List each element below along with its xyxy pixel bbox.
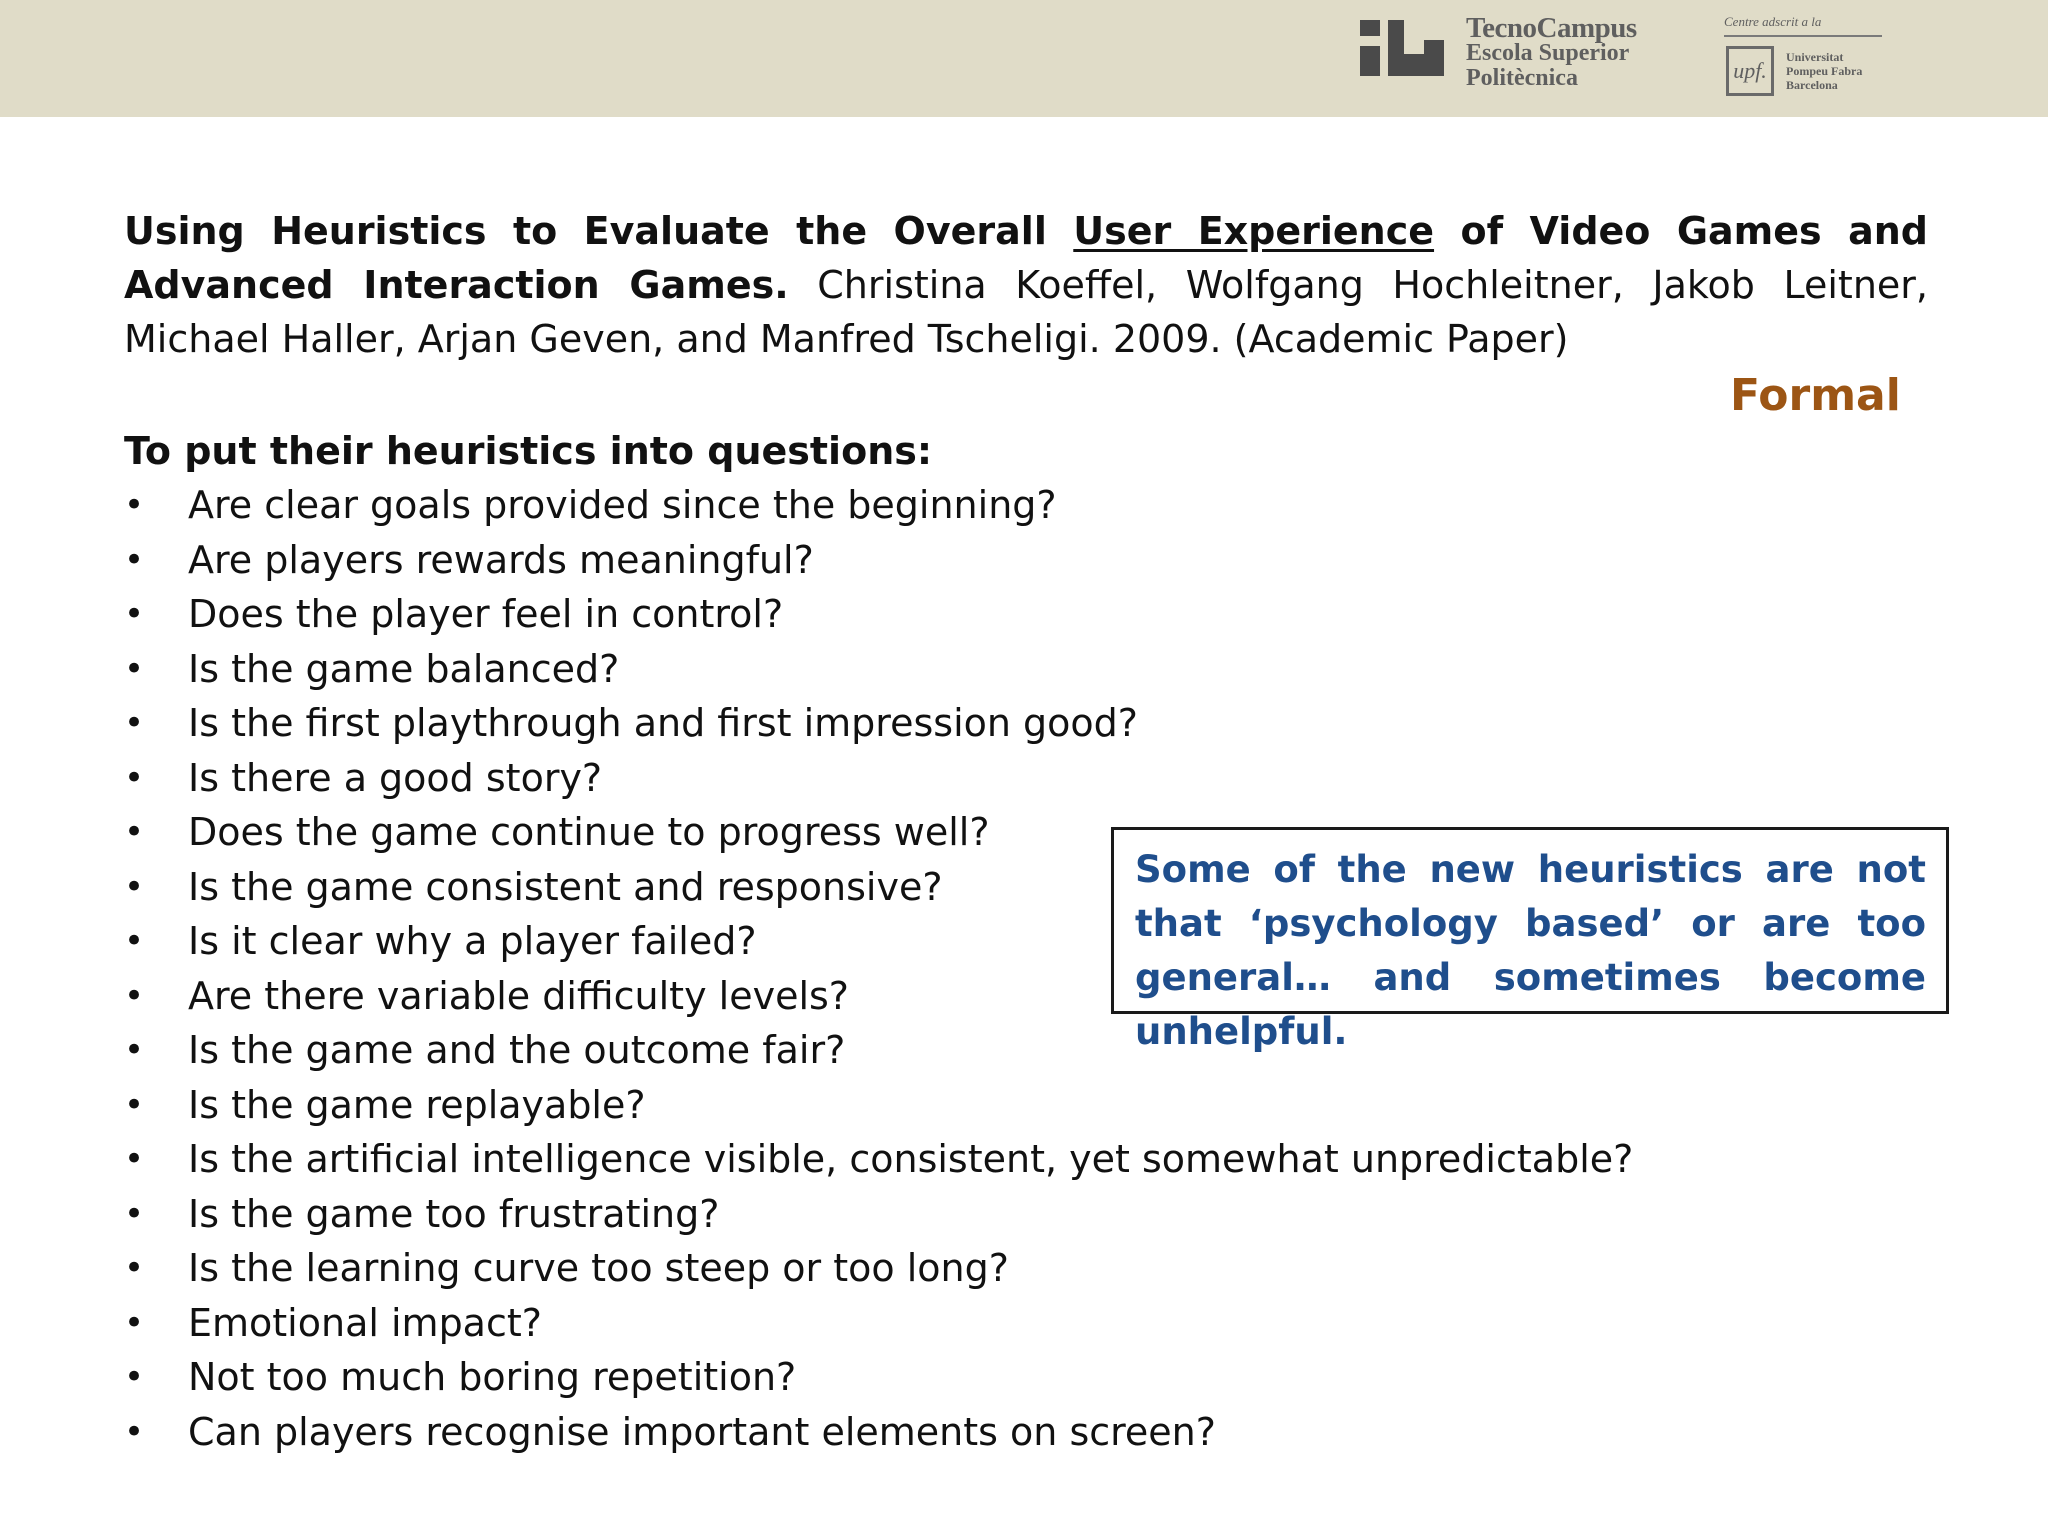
list-item <box>124 587 1633 642</box>
bullet-icon: • <box>124 485 145 525</box>
list-item-text: Is the game replayable? <box>188 1082 646 1127</box>
paper-citation <box>124 204 1928 366</box>
note-box <box>1111 827 1949 1053</box>
list-item-text: Is there a good story? <box>188 755 603 800</box>
list-item-text: Is the game and the outcome fair? <box>188 1028 846 1072</box>
bullet-icon: • <box>124 539 145 580</box>
formal-tag: Formal <box>1730 370 1901 421</box>
note-text: Some of the new heuristics are not that ‘psychology based’ or are too general… and sometimes become unhelpful. <box>1135 848 1926 1053</box>
bullet-icon: • <box>124 975 145 1016</box>
upf-divider <box>1724 35 1882 37</box>
paper-title-part2: of Video Games and Advanced Interaction Games. <box>124 209 1928 307</box>
list-item-text: Emotional impact? <box>188 1300 542 1345</box>
list-item <box>124 478 1633 533</box>
bullet-icon: • <box>124 1084 145 1125</box>
list-item-text: Are players rewards meaningful? <box>188 537 814 582</box>
bullet-icon: • <box>124 921 145 961</box>
list-item <box>124 1350 1633 1405</box>
list-item <box>124 1078 1633 1133</box>
upf-caption: Centre adscrit a la <box>1724 14 1822 29</box>
bullet-icon: • <box>124 1030 145 1070</box>
list-item-text: Is the game balanced? <box>188 646 620 691</box>
tecnocampus-wordmark <box>1466 12 1637 91</box>
header-band <box>0 0 2048 117</box>
list-item <box>124 1296 1633 1351</box>
upf-mark-icon: upf. <box>1726 46 1774 96</box>
list-item-text: Is the game consistent and responsive? <box>188 864 943 909</box>
bullet-icon: • <box>124 648 145 689</box>
bullet-icon: • <box>124 703 145 743</box>
list-item-text: Are there variable difficulty levels? <box>188 973 849 1018</box>
list-item-text: Does the game continue to progress well? <box>188 810 990 854</box>
bullet-icon: • <box>124 1139 145 1179</box>
bullet-icon: • <box>124 1302 145 1343</box>
tecnocampus-logo-icon <box>1360 20 1444 76</box>
list-item-text: Not too much boring repetition? <box>188 1355 797 1399</box>
upf-name-line3: Barcelona <box>1786 78 1838 92</box>
tecnocampus-faculty: Politècnica <box>1466 65 1578 91</box>
list-item <box>124 642 1633 697</box>
user-experience-link[interactable]: User Experience <box>1073 209 1435 253</box>
list-item-text: Is the artificial intelligence visible, consistent, yet somewhat unpredictable? <box>188 1137 1634 1181</box>
list-item-text: Can players recognise important elements on screen? <box>188 1409 1216 1454</box>
bullet-icon: • <box>124 1193 145 1234</box>
list-item-text: Are clear goals provided since the beginning? <box>188 483 1057 527</box>
list-item <box>124 1132 1633 1187</box>
tecnocampus-school: Escola Superior <box>1466 40 1630 66</box>
list-item-text: Is the game too frustrating? <box>188 1191 720 1236</box>
bullet-icon: • <box>124 812 145 852</box>
list-item-text: Is the first playthrough and first impression good? <box>188 701 1138 745</box>
upf-name-line2: Pompeu Fabra <box>1786 64 1863 78</box>
list-heading: To put their heuristics into questions: <box>124 429 933 473</box>
bullet-icon: • <box>124 1248 145 1288</box>
tecnocampus-name: TecnoCampus <box>1466 12 1637 44</box>
paper-authors: Christina Koeffel, Wolfgang Hochleitner, Jakob Leitner, Michael Haller, Arjan Geven, and Manfred Tscheligi. 2009. (Academic Paper) <box>124 263 1928 361</box>
list-item-text: Is it clear why a player failed? <box>188 919 757 963</box>
upf-name-line1: Universitat <box>1786 50 1844 64</box>
list-item <box>124 1187 1633 1242</box>
bullet-icon: • <box>124 866 145 907</box>
upf-logo <box>1724 14 1884 104</box>
bullet-icon: • <box>124 594 145 634</box>
list-item <box>124 1241 1633 1296</box>
bullet-icon: • <box>124 1357 145 1397</box>
list-item-text: Does the player feel in control? <box>188 592 784 636</box>
list-item <box>124 1405 1633 1460</box>
list-item <box>124 751 1633 806</box>
list-item <box>124 696 1633 751</box>
list-item <box>124 533 1633 588</box>
list-item-text: Is the learning curve too steep or too long? <box>188 1246 1009 1290</box>
bullet-icon: • <box>124 757 145 798</box>
paper-title-part1: Using Heuristics to Evaluate the Overall <box>124 209 1074 253</box>
upf-name <box>1786 50 1862 92</box>
bullet-icon: • <box>124 1411 145 1452</box>
